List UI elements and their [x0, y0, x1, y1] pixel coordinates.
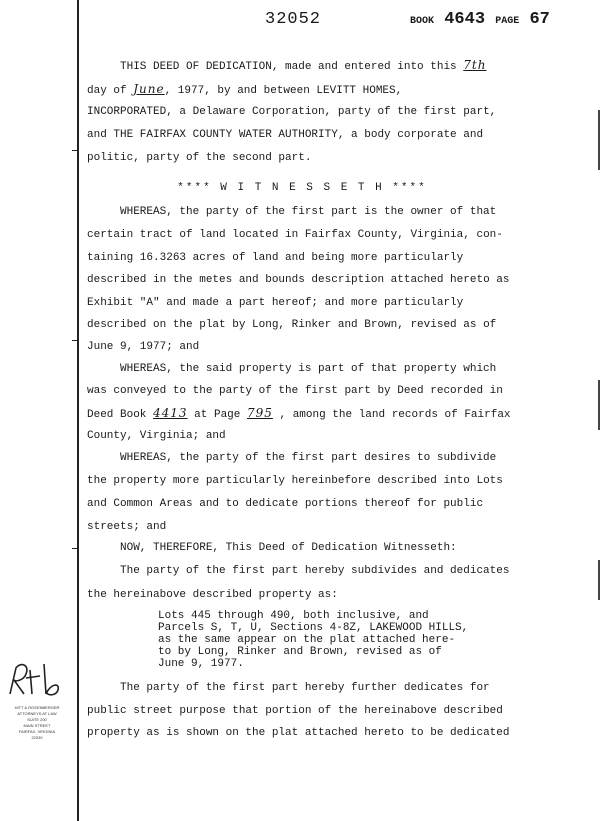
scan-edge-mark: [598, 380, 600, 430]
witnesseth-heading: **** W I T N E S S E T H ****: [177, 182, 427, 194]
indented-line: to by Long, Rinker and Brown, revised as of: [158, 646, 442, 658]
book-number: 4643: [444, 10, 486, 29]
text-line: WHEREAS, the party of the first part desires to subdivide: [120, 452, 497, 464]
text-line: INCORPORATED, a Delaware Corporation, party of the first part,: [87, 106, 497, 118]
text-line: the hereinabove described property as:: [87, 589, 338, 601]
text-fragment: THIS DEED OF DEDICATION, made and entered into this: [120, 61, 464, 73]
text-line: June 9, 1977; and: [87, 341, 200, 353]
text-line: and THE FAIRFAX COUNTY WATER AUTHORITY, a body corporate and: [87, 129, 484, 141]
document-number: 32052: [265, 10, 322, 29]
text-line: WHEREAS, the party of the first part is the owner of that: [120, 206, 497, 218]
stamp-line: FAIRFAX, VIRGINIA: [18, 729, 56, 734]
text-line: politic, party of the second part.: [87, 152, 312, 164]
stamp-line: HITT & ROSENBERGER: [14, 705, 60, 710]
text-line: County, Virginia; and: [87, 430, 226, 442]
indented-line: Parcels S, T, U, Sections 4-8Z, LAKEWOOD HILLS,: [158, 622, 469, 634]
scan-edge-mark: [598, 560, 600, 600]
stamp-line: SUITE 200: [27, 717, 47, 722]
text-line: The party of the first part hereby further dedicates for: [120, 682, 490, 694]
text-line: WHEREAS, the said property is part of that property which: [120, 363, 497, 375]
text-fragment: , 1977, by and between LEVITT HOMES,: [164, 85, 403, 97]
margin-tick: [72, 340, 78, 341]
text-line: certain tract of land located in Fairfax County, Virginia, con-: [87, 229, 503, 241]
text-line: The party of the first part hereby subdivides and dedicates: [120, 565, 510, 577]
scan-edge-mark: [598, 110, 600, 170]
indented-line: Lots 445 through 490, both inclusive, and: [158, 610, 429, 622]
handwritten-day: 7th: [463, 58, 487, 72]
left-margin-rule: [77, 0, 79, 821]
text-line: [120, 58, 486, 74]
text-line: Exhibit "A" and made a part hereof; and more particularly: [87, 297, 464, 309]
stamp-line: ATTORNEYS AT LAW: [17, 711, 57, 716]
handwritten-page: 795: [246, 406, 273, 420]
handwritten-deed-book: 4413: [153, 406, 188, 420]
text-line: taining 16.3263 acres of land and being more particularly: [87, 252, 464, 264]
handwritten-month: June: [133, 82, 165, 96]
margin-tick: [72, 150, 78, 151]
page-number: 67: [529, 10, 550, 29]
text-line: [87, 82, 402, 98]
text-line: was conveyed to the party of the first part by Deed recorded in: [87, 385, 503, 397]
stamp-line: MAIN STREET: [23, 723, 51, 728]
text-line: the property more particularly hereinbefore described into Lots: [87, 475, 503, 487]
text-line: described in the metes and bounds description attached hereto as: [87, 274, 510, 286]
book-page-reference: [410, 10, 550, 29]
text-fragment: day of: [87, 85, 134, 97]
page-label: PAGE: [495, 16, 520, 27]
text-line: described on the plat by Long, Rinker and Brown, revised as of: [87, 319, 497, 331]
indented-line: June 9, 1977.: [158, 658, 244, 670]
attorney-stamp: [2, 705, 72, 741]
text-line: and Common Areas and to dedicate portions thereof for public: [87, 498, 484, 510]
indented-line: as the same appear on the plat attached here-: [158, 634, 456, 646]
text-line: property as is shown on the plat attached hereto to be dedicated: [87, 727, 510, 739]
text-line: [87, 406, 511, 422]
text-line: public street purpose that portion of the hereinabove described: [87, 705, 503, 717]
text-fragment: , among the land records of Fairfax: [272, 409, 511, 421]
margin-tick: [72, 548, 78, 549]
text-line: streets; and: [87, 521, 167, 533]
handwritten-initials-icon: [6, 660, 66, 700]
text-line: NOW, THEREFORE, This Deed of Dedication Witnesseth:: [120, 542, 457, 554]
text-fragment: at Page: [187, 409, 247, 421]
stamp-line: 22030: [31, 735, 43, 740]
book-label: BOOK: [410, 16, 435, 27]
text-fragment: Deed Book: [87, 409, 154, 421]
